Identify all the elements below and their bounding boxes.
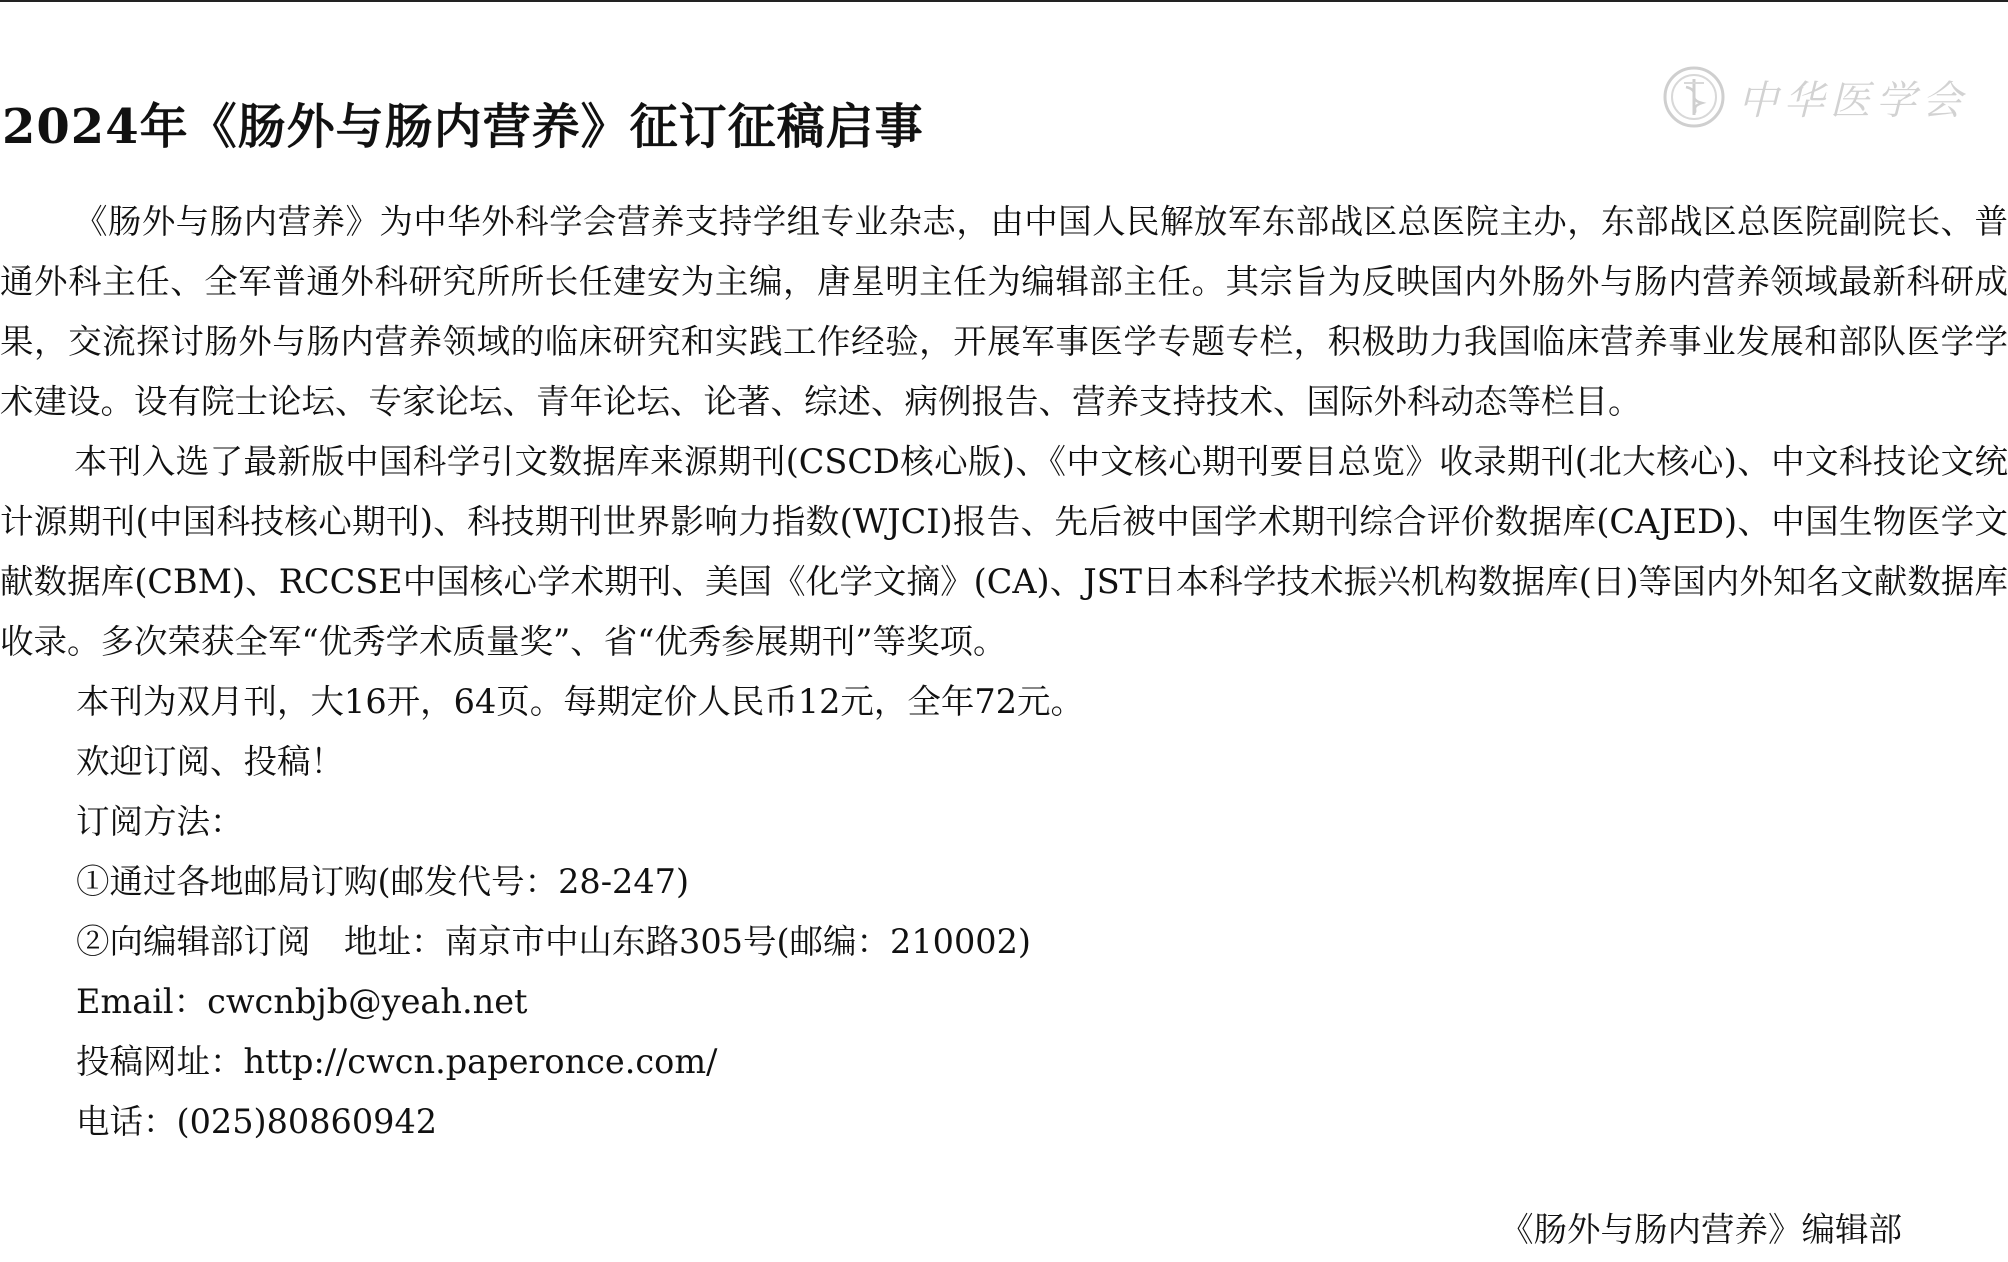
society-name: 中华医学会 (1738, 77, 1968, 124)
price-line: 本刊为双月刊，大16开，64页。每期定价人民币12元，全年72元。 (76, 682, 1085, 721)
submission-website-line: 投稿网址：http://cwcn.paperonce.com/ (76, 1042, 718, 1081)
top-rule (0, 0, 2008, 2)
page-title: 2024年《肠外与肠内营养》征订征稿启事 (2, 99, 924, 156)
subscription-method-1: ①通过各地邮局订购(邮发代号：28-247) (76, 862, 690, 901)
subscription-method-2: ②向编辑部订阅 地址：南京市中山东路305号(邮编：210002) (76, 922, 1031, 961)
subscription-heading: 订阅方法： (76, 802, 244, 841)
intro-paragraph: 《肠外与肠内营养》为中华外科学会营养支持学组专业杂志，由中国人民解放军东部战区总医院主办，东部战区总医院副院长、普通外科主任、全军普通外科研究所所长任建安为主编，唐星明主任为编辑部主任。其宗旨为反映国内外肠外与肠内营养领域最新科研成果，交流探讨肠外与肠内营养领域的临床研究和实践工作经验，开展军事医学专题专栏，积极助力我国临床营养事业发展和部队医学学术建设。设有院士论坛、专家论坛、青年论坛、论著、综述、病例报告、营养支持技术、国际外科动态等栏目。 (0, 202, 2008, 421)
editorial-signature: 《肠外与肠内营养》编辑部 (1500, 1210, 1902, 1249)
phone-line: 电话：(025)80860942 (76, 1102, 438, 1141)
society-emblem-icon (1662, 65, 1726, 129)
notice-body (0, 192, 2008, 1152)
indexing-paragraph: 本刊入选了最新版中国科学引文数据库来源期刊(CSCD核心版)、《中文核心期刊要目总览》收录期刊(北大核心)、中文科技论文统计源期刊(中国科技核心期刊)、科技期刊世界影响力指数(WJCI)报告、先后被中国学术期刊综合评价数据库(CAJED)、中国生物医学文献数据库(CBM)、RCCSE中国核心学术期刊、美国《化学文摘》(CA)、JST日本科学技术振兴机构数据库(日)等国内外知名文献数据库收录。多次荣获全军“优秀学术质量奖”、省“优秀参展期刊”等奖项。 (0, 442, 2008, 661)
email-line: Email：cwcnbjb@yeah.net (76, 982, 528, 1021)
welcome-line: 欢迎订阅、投稿！ (76, 742, 344, 781)
society-logo (1662, 60, 1968, 134)
